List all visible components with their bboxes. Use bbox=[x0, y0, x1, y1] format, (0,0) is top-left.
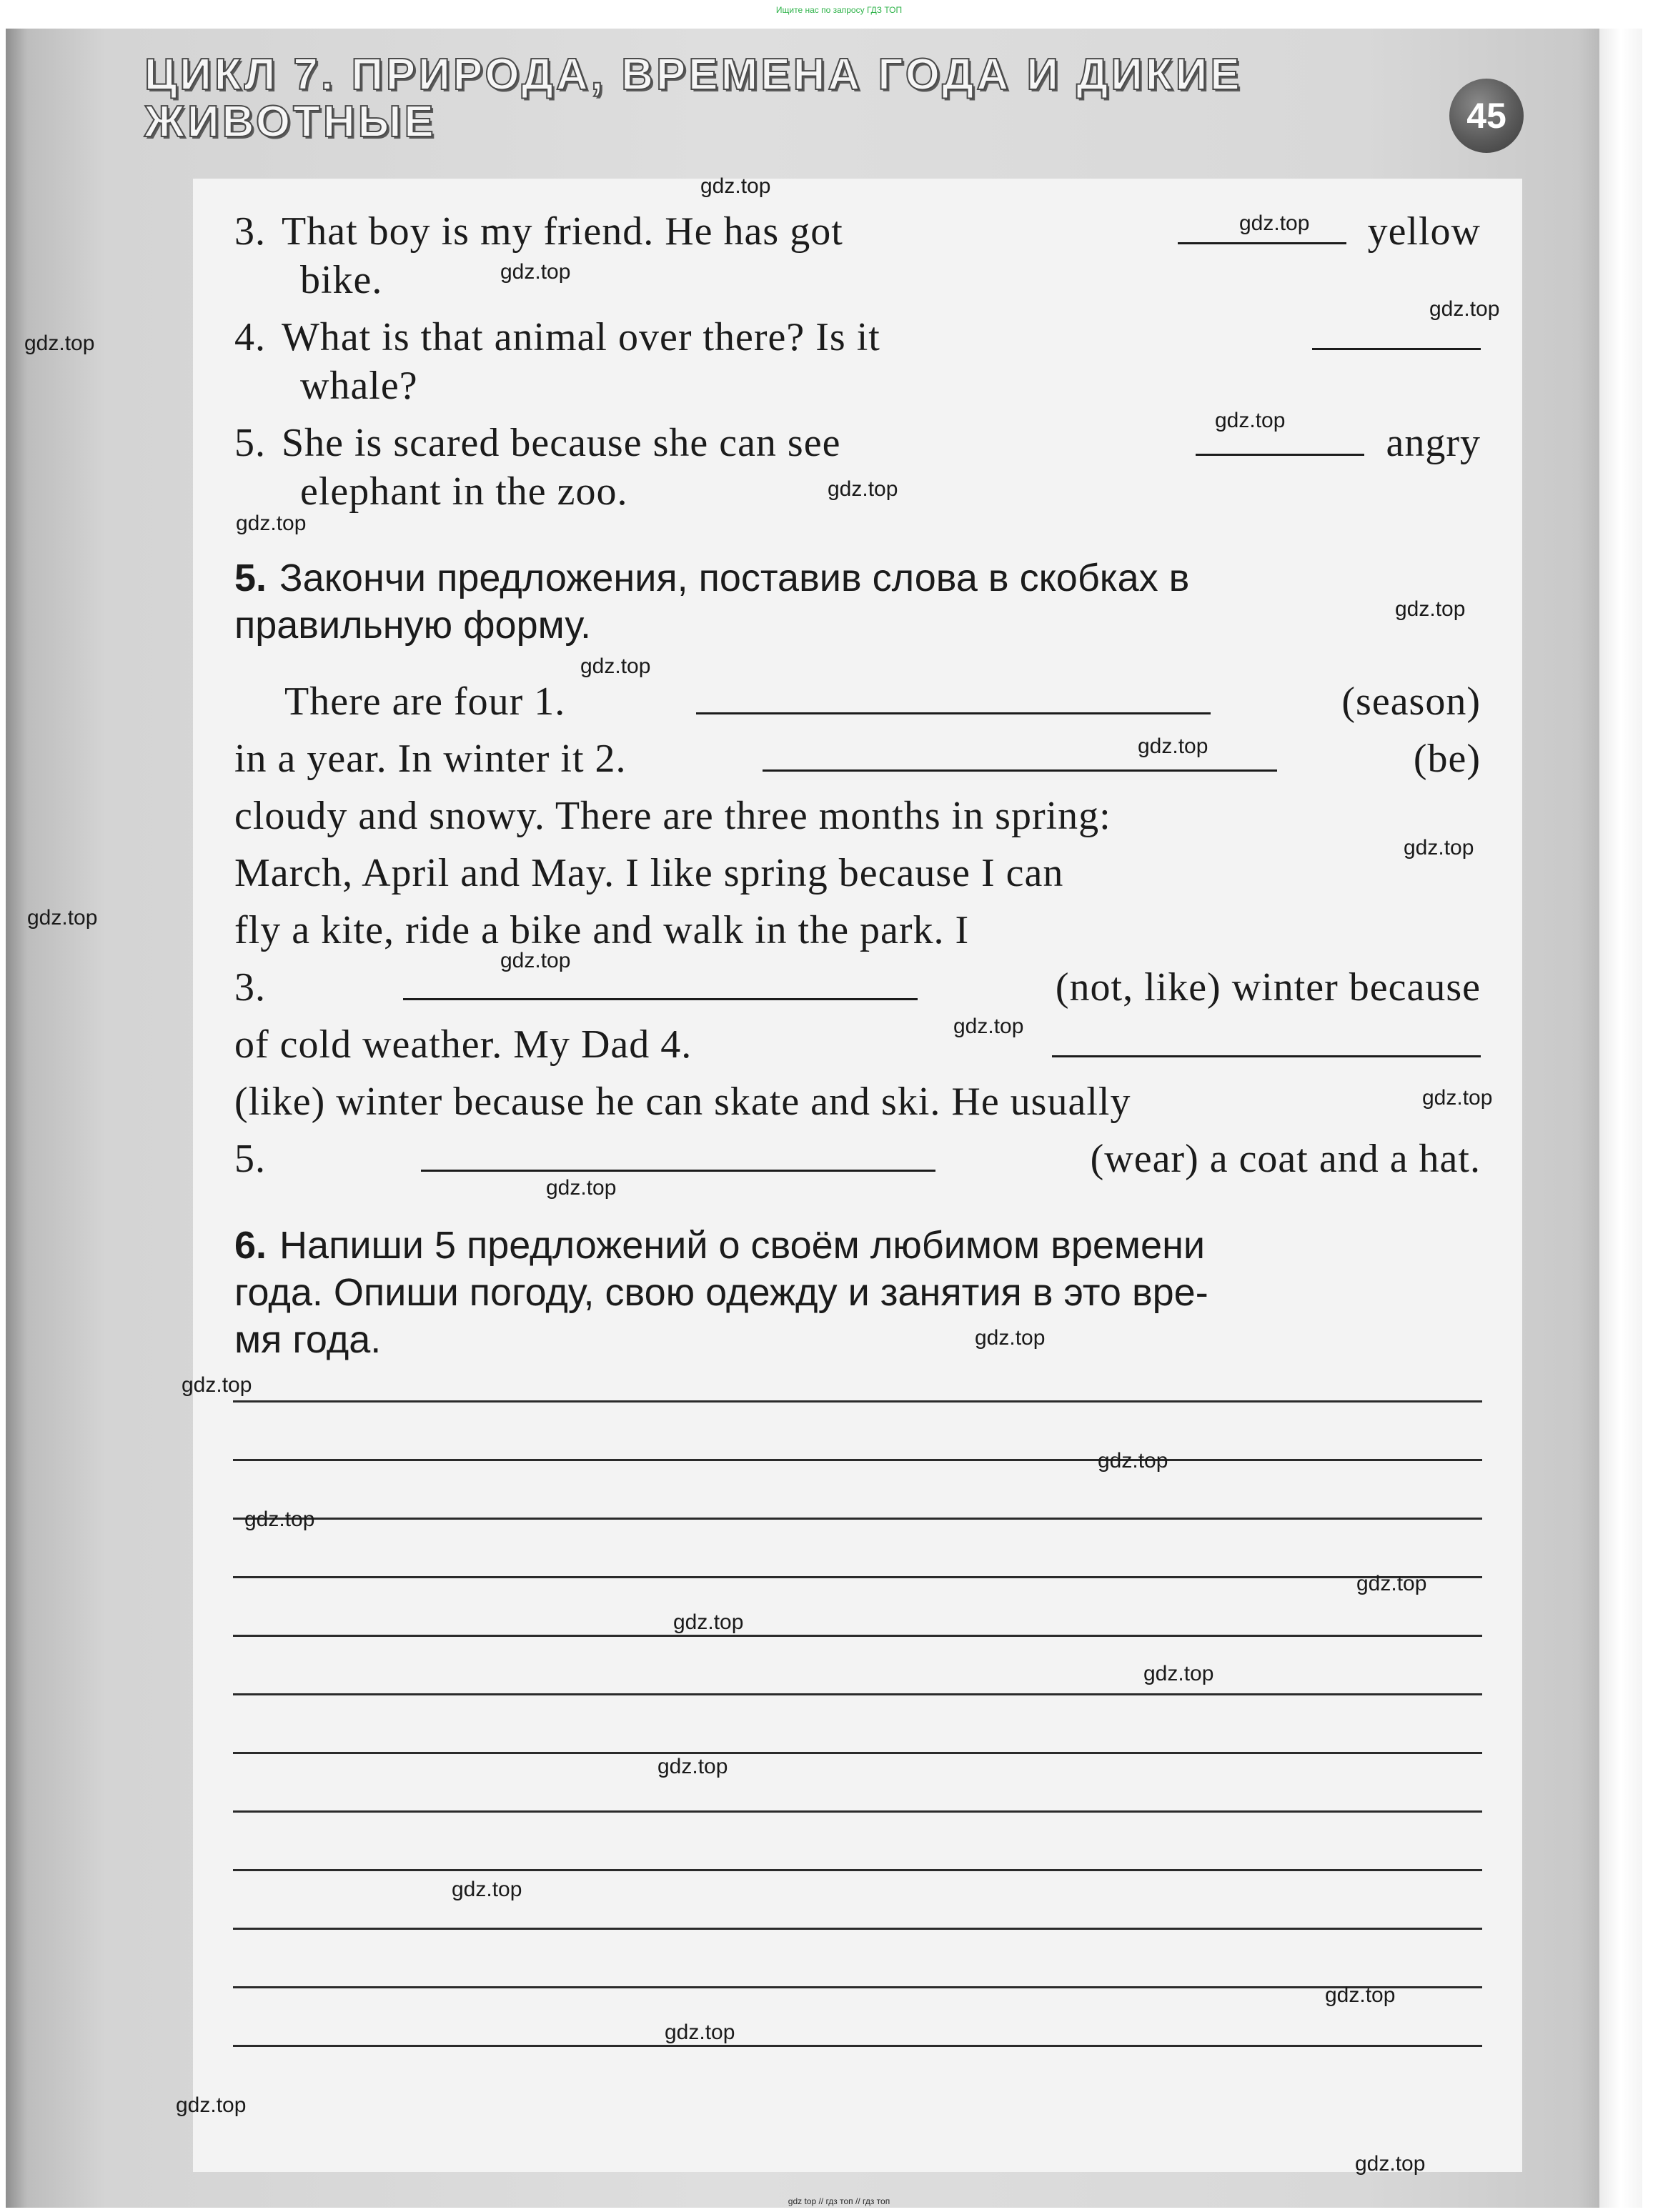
instruction-text: года. Опиши погоду, свою одежду и занятия в это вре- bbox=[234, 1271, 1208, 1314]
answer-blank-5[interactable] bbox=[421, 1138, 935, 1172]
item-text: What is that animal over there? Is it bbox=[282, 315, 880, 359]
text: (wear) a coat and a hat. bbox=[1090, 1137, 1481, 1181]
writing-line[interactable] bbox=[233, 1635, 1482, 1637]
writing-line[interactable] bbox=[233, 1518, 1482, 1520]
watermark: gdz.top bbox=[546, 1176, 617, 1200]
watermark: gdz.top bbox=[452, 1878, 522, 1901]
bottom-banner: gdz top // гдз топ // гдз топ bbox=[788, 2196, 890, 2206]
writing-line[interactable] bbox=[233, 1986, 1482, 1988]
item-text: elephant in the zoo. bbox=[300, 469, 628, 514]
item-number: 5. bbox=[234, 421, 266, 465]
answer-blank-4[interactable] bbox=[1052, 1024, 1481, 1057]
instruction-text: мя года. bbox=[234, 1318, 382, 1361]
ex5-line-5 bbox=[234, 907, 1481, 955]
ex5-line-1 bbox=[284, 679, 1481, 726]
watermark: gdz.top bbox=[1429, 297, 1500, 321]
item-text: She is scared because she can see bbox=[282, 421, 841, 465]
text: in a year. In winter it 2. bbox=[234, 737, 627, 781]
watermark: gdz.top bbox=[1143, 1662, 1214, 1685]
watermark: gdz.top bbox=[1404, 836, 1474, 860]
watermark: gdz.top bbox=[1395, 597, 1466, 621]
writing-line[interactable] bbox=[233, 1752, 1482, 1754]
ex4-item-5 bbox=[234, 420, 1481, 467]
watermark: gdz.top bbox=[953, 1015, 1024, 1038]
watermark: gdz.top bbox=[1215, 409, 1286, 432]
watermark: gdz.top bbox=[24, 332, 95, 355]
item-text: whale? bbox=[300, 364, 418, 408]
top-banner: Ищите нас по запросу ГДЗ ТОП bbox=[775, 5, 903, 15]
text: 3. bbox=[234, 965, 266, 1010]
ex4-item-4-cont bbox=[300, 363, 1547, 410]
watermark: gdz.top bbox=[665, 2021, 735, 2044]
watermark: gdz.top bbox=[236, 512, 307, 535]
watermark: gdz.top bbox=[500, 949, 571, 972]
answer-blank-1[interactable] bbox=[696, 681, 1211, 714]
item-text: That boy is my friend. He has got bbox=[282, 209, 843, 254]
ex6-instruction bbox=[234, 1222, 1481, 1363]
text: (be) bbox=[1413, 737, 1481, 781]
watermark: gdz.top bbox=[1325, 1983, 1396, 2007]
instruction-text: Закончи предложения, поставив слова в скобках в bbox=[279, 557, 1190, 599]
writing-line[interactable] bbox=[233, 1810, 1482, 1813]
answer-blank[interactable] bbox=[1312, 317, 1481, 350]
item-text: yellow bbox=[1367, 209, 1481, 254]
watermark: gdz.top bbox=[657, 1755, 728, 1778]
text: of cold weather. My Dad 4. bbox=[234, 1022, 692, 1067]
item-number: 4. bbox=[234, 315, 266, 359]
writing-line[interactable] bbox=[233, 1400, 1482, 1403]
text: fly a kite, ride a bike and walk in the park. I bbox=[234, 908, 970, 952]
page-edge bbox=[1599, 29, 1642, 2208]
item-text: angry bbox=[1386, 421, 1481, 465]
ex4-item-3-cont bbox=[300, 257, 1547, 304]
instruction-text: Напиши 5 предложений о своём любимом времени bbox=[279, 1224, 1206, 1267]
ex5-line-6 bbox=[234, 965, 1481, 1012]
watermark: gdz.top bbox=[1138, 734, 1208, 758]
watermark: gdz.top bbox=[500, 260, 571, 284]
ex5-line-7 bbox=[234, 1022, 1481, 1069]
watermark: gdz.top bbox=[975, 1326, 1046, 1350]
writing-line[interactable] bbox=[233, 1459, 1482, 1461]
watermark: gdz.top bbox=[1098, 1449, 1168, 1473]
watermark: gdz.top bbox=[27, 906, 98, 930]
watermark: gdz.top bbox=[1356, 1572, 1427, 1595]
watermark: gdz.top bbox=[1422, 1086, 1493, 1110]
text: (not, like) winter because bbox=[1055, 965, 1481, 1010]
text: 5. bbox=[234, 1137, 266, 1181]
item-number: 3. bbox=[234, 209, 266, 254]
ex4-item-5-cont bbox=[300, 469, 1547, 516]
ex5-line-3 bbox=[234, 793, 1481, 840]
watermark: gdz.top bbox=[673, 1610, 744, 1634]
writing-line[interactable] bbox=[233, 2045, 1482, 2047]
ex5-line-8 bbox=[234, 1079, 1481, 1126]
chapter-title: ЦИКЛ 7. ПРИРОДА, ВРЕМЕНА ГОДА И ДИКИЕ ЖИВОТНЫЕ bbox=[144, 50, 1243, 146]
watermark: gdz.top bbox=[182, 1373, 252, 1397]
watermark: gdz.top bbox=[244, 1508, 315, 1531]
text: (season) bbox=[1341, 679, 1481, 724]
answer-blank-3[interactable] bbox=[403, 967, 918, 1000]
writing-line[interactable] bbox=[233, 1576, 1482, 1578]
watermark: gdz.top bbox=[1239, 211, 1310, 235]
writing-line[interactable] bbox=[233, 1693, 1482, 1695]
item-text: bike. bbox=[300, 258, 383, 302]
instruction-text: правильную форму. bbox=[234, 604, 591, 647]
page-number: 45 bbox=[1449, 79, 1524, 153]
watermark: gdz.top bbox=[1355, 2152, 1426, 2176]
writing-line[interactable] bbox=[233, 1869, 1482, 1871]
exercise-number: 5. bbox=[234, 557, 267, 599]
ex5-instruction bbox=[234, 554, 1481, 649]
writing-line[interactable] bbox=[233, 1928, 1482, 1930]
chapter-header bbox=[144, 51, 1516, 187]
ex4-item-4 bbox=[234, 314, 1481, 362]
exercise-number: 6. bbox=[234, 1224, 267, 1267]
watermark: gdz.top bbox=[828, 477, 898, 501]
watermark: gdz.top bbox=[176, 2093, 247, 2117]
ex5-line-2 bbox=[234, 736, 1481, 783]
watermark: gdz.top bbox=[700, 174, 771, 198]
text: cloudy and snowy. There are three months in spring: bbox=[234, 794, 1111, 838]
text: March, April and May. I like spring because I can bbox=[234, 851, 1064, 895]
text: There are four 1. bbox=[284, 679, 566, 724]
text: (like) winter because he can skate and ski. He usually bbox=[234, 1080, 1131, 1124]
ex5-line-4 bbox=[234, 850, 1481, 897]
watermark: gdz.top bbox=[580, 654, 651, 678]
ex5-line-9 bbox=[234, 1136, 1481, 1183]
